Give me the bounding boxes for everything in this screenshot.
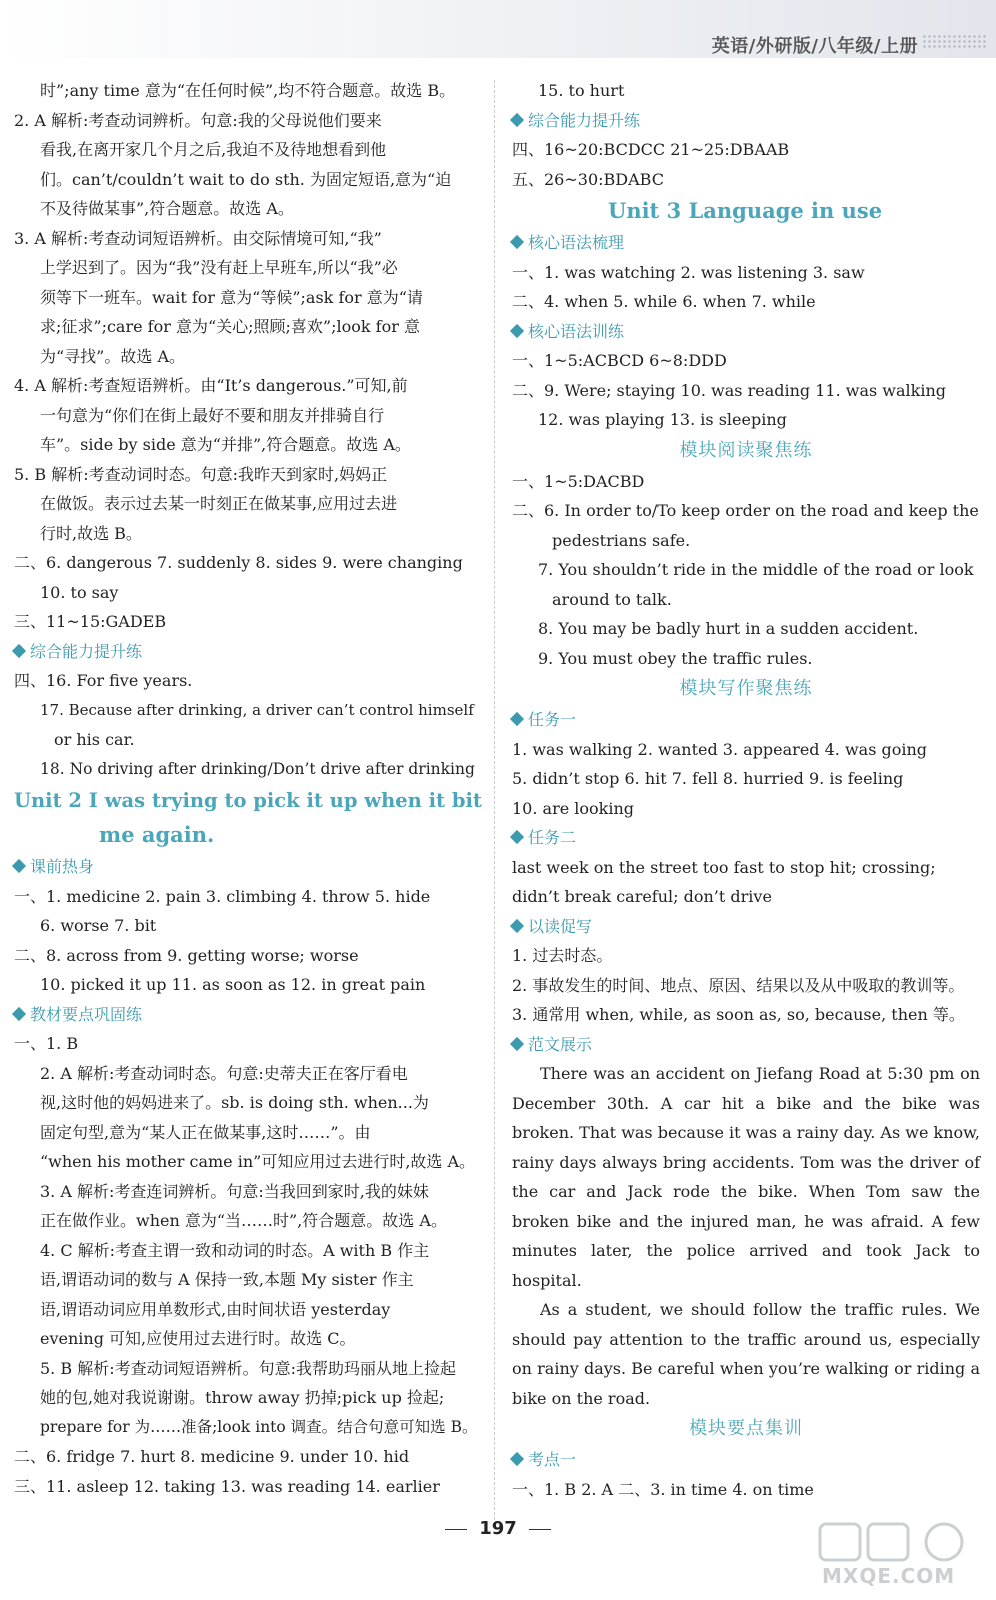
section-heading <box>14 637 482 667</box>
answer-line: 3. A 解析:考查动词短语辨析。由交际情境可知,“我” <box>14 228 382 248</box>
right-column <box>512 76 980 1504</box>
answer-line: 4. A 解析:考查短语辨析。由“It’s dangerous.”可知,前 <box>14 376 408 395</box>
dash-left <box>445 1529 467 1530</box>
answer-line: 2. A 解析:考查动词辨析。句意:我的父母说他们要来 <box>14 110 382 130</box>
section-heading-text: 综合能力提升练 <box>30 641 143 661</box>
answer-line: prepare for 为……准备;look into 调查。结合句意可知选 B。 <box>40 1417 478 1436</box>
answer-line: 正在做作业。when 意为“当……时”,符合题意。故选 A。 <box>40 1211 447 1230</box>
section-heading <box>14 1000 482 1030</box>
section-heading-text: 考点一 <box>528 1450 577 1469</box>
answer-line: 5. didn’t stop 6. hit 7. fell 8. hurried 9. is feeling <box>512 769 904 788</box>
essay-paragraph: There was an accident on Jiefang Road at 5:30 pm on December 30th. A car hit a bike and the bike was broken. That was because it was a rainy day. As we know, rainy days always bring accidents. Tom was the driver of the car and Jack rode the bike. When Tom saw the broken bike and the injured man, he was afraid. A few minutes later, the police arrived and took Jack to hospital. <box>512 1064 981 1290</box>
answer-line: 语,谓语动词应用单数形式,由时间状语 yesterday <box>40 1299 391 1319</box>
answer-line: 三、11. asleep 12. taking 13. was reading 14. earlier <box>14 1476 440 1496</box>
answer-line: 3. 通常用 when, while, as soon as, so, because, then 等。 <box>512 1005 965 1024</box>
section-heading <box>512 317 980 347</box>
section-heading <box>512 1030 980 1060</box>
section-heading-text: 综合能力提升练 <box>528 110 641 130</box>
answer-line: evening 可知,应使用过去进行时。故选 C。 <box>40 1329 356 1348</box>
essay-paragraph: As a student, we should follow the traffic rules. We should pay attention to the traffic around us, especially on rainy days. Be careful when you’re walking or riding a bike on the road. <box>512 1300 980 1408</box>
answer-line: 1. was walking 2. wanted 3. appeared 4. was going <box>512 739 928 759</box>
answer-line: 上学迟到了。因为“我”没有赶上早班车,所以“我”必 <box>40 258 398 277</box>
answer-line: 15. to hurt <box>538 81 625 100</box>
answer-line: “when his mother came in”可知应用过去进行时,故选 A。 <box>40 1152 476 1171</box>
answer-line: 1. 过去时态。 <box>512 946 613 965</box>
diamond-bullet-icon <box>510 1452 524 1466</box>
answer-line: 语,谓语动词的数与 A 保持一致,本题 My sister 作主 <box>40 1270 414 1289</box>
answer-line: 她的包,她对我说谢谢。throw away 扔掉;pick up 捡起; <box>40 1388 445 1407</box>
answer-line: 行时,故选 B。 <box>40 523 142 543</box>
answer-line: 10. to say <box>40 582 119 602</box>
unit-title: Unit 3 Language in use <box>608 198 883 223</box>
answer-line: 9. You must obey the traffic rules. <box>538 648 813 668</box>
diamond-bullet-icon <box>12 643 26 657</box>
answer-line: 为“寻找”。故选 A。 <box>40 346 186 366</box>
answer-line: didn’t break careful; don’t drive <box>512 887 772 906</box>
answer-line: 一、1. B <box>14 1034 79 1053</box>
answer-line: 2. A 解析:考查动词时态。句意:史蒂夫正在客厅看电 <box>40 1063 408 1083</box>
answer-line: 10. picked it up 11. as soon as 12. in great pain <box>40 975 426 994</box>
answer-line: 3. A 解析:考查连词辨析。句意:当我回到家时,我的妹妹 <box>40 1181 429 1201</box>
module-title: 模块阅读聚焦练 <box>679 439 813 461</box>
answer-line: 一、1. was watching 2. was listening 3. saw <box>512 262 865 282</box>
answer-line: 在做饭。表示过去某一时刻正在做某事,应用过去进 <box>40 494 398 513</box>
section-heading-text: 教材要点巩固练 <box>30 1004 143 1024</box>
header-dot-pattern <box>922 34 988 50</box>
answer-line: 7. You shouldn’t ride in the middle of the road or look <box>538 560 974 579</box>
answer-line: 二、6. fridge 7. hurt 8. medicine 9. under 10. hid <box>14 1447 410 1466</box>
answer-line: 二、9. Were; staying 10. was reading 11. was walking <box>512 380 947 400</box>
section-heading-text: 任务一 <box>528 710 577 729</box>
module-title: 模块写作聚焦练 <box>679 678 813 699</box>
diamond-bullet-icon <box>510 1036 524 1050</box>
answer-line: 不及待做某事”,符合题意。故选 A。 <box>40 199 294 218</box>
diamond-bullet-icon <box>510 323 524 337</box>
answer-line: around to talk. <box>552 589 672 609</box>
page-number: 197 <box>479 1518 517 1539</box>
answer-line: 4. C 解析:考查主谓一致和动词的时态。A with B 作主 <box>40 1240 430 1260</box>
unit-title: Unit 2 I was trying to pick it up when it bit <box>14 789 482 812</box>
answer-line: 8. You may be badly hurt in a sudden accident. <box>538 619 919 638</box>
column-divider <box>494 80 495 1525</box>
diamond-bullet-icon <box>510 830 524 844</box>
answer-line: last week on the street too fast to stop hit; crossing; <box>512 857 936 877</box>
answer-line: 看我,在离开家几个月之后,我迫不及待地想看到他 <box>40 140 387 159</box>
answer-line: 17. Because after drinking, a driver can’t control himself <box>40 700 474 719</box>
dash-right <box>529 1529 551 1530</box>
section-heading <box>512 106 980 136</box>
answer-line: 视,这时他的妈妈进来了。sb. is doing sth. when...为 <box>40 1093 429 1112</box>
watermark-logo <box>818 1520 978 1590</box>
diamond-bullet-icon <box>12 1006 26 1020</box>
section-heading-text: 任务二 <box>528 828 577 847</box>
answer-line: 二、4. when 5. while 6. when 7. while <box>512 292 816 311</box>
section-heading <box>512 705 980 735</box>
diamond-bullet-icon <box>510 918 524 932</box>
answer-line: 二、6. In order to/To keep order on the road and keep the <box>512 501 979 520</box>
answer-line: 一、1. medicine 2. pain 3. climbing 4. throw 5. hide <box>14 886 431 906</box>
section-heading-text: 范文展示 <box>528 1034 593 1054</box>
answer-line: 时”;any time 意为“在任何时候”,均不符合题意。故选 B。 <box>40 81 456 100</box>
diamond-bullet-icon <box>12 859 26 873</box>
answer-line: 三、11~15:GADEB <box>14 612 167 631</box>
answer-line: 5. B 解析:考查动词时态。句意:我昨天到家时,妈妈正 <box>14 464 388 484</box>
section-heading <box>512 228 980 258</box>
answer-line: 二、6. dangerous 7. suddenly 8. sides 9. were changing <box>14 553 463 572</box>
watermark-site: MXQE.COM <box>822 1564 956 1588</box>
answer-line: 车”。side by side 意为“并排”,符合题意。故选 A。 <box>40 435 411 454</box>
answer-line: 们。can’t/couldn’t wait to do sth. 为固定短语,意为“迫 <box>40 169 452 189</box>
answer-line: 12. was playing 13. is sleeping <box>538 410 787 429</box>
section-heading-text: 以读促写 <box>528 916 593 936</box>
answer-line: 须等下一班车。wait for 意为“等候”;ask for 意为“请 <box>40 287 423 307</box>
answer-line: or his car. <box>54 730 135 749</box>
diamond-bullet-icon <box>510 712 524 726</box>
section-heading-text: 核心语法梳理 <box>528 233 625 252</box>
answer-line: 一、1~5:ACBCD 6~8:DDD <box>512 351 727 370</box>
diamond-bullet-icon <box>510 235 524 249</box>
diamond-bullet-icon <box>510 112 524 126</box>
book-label: 英语/外研版/八年级/上册 <box>711 36 918 57</box>
answer-line: 求;征求”;care for 意为“关心;照顾;喜欢”;look for 意 <box>40 317 420 336</box>
answer-line: 四、16. For five years. <box>14 671 193 690</box>
answer-line: pedestrians safe. <box>552 530 691 550</box>
answer-line: 五、26~30:BDABC <box>512 169 664 189</box>
watermark-graphic <box>818 1520 978 1566</box>
answer-line: 6. worse 7. bit <box>40 916 157 935</box>
answer-line: 二、8. across from 9. getting worse; worse <box>14 945 359 965</box>
section-heading <box>512 912 980 942</box>
answer-line: 一句意为“你们在街上最好不要和朋友并排骑自行 <box>40 405 385 425</box>
section-heading <box>512 823 980 853</box>
answer-line: 2. 事故发生的时间、地点、原因、结果以及从中吸取的教训等。 <box>512 975 965 995</box>
answer-line: 10. are looking <box>512 798 635 818</box>
left-column <box>14 76 482 1501</box>
module-title: 模块要点集训 <box>689 1418 803 1439</box>
unit-title: me again. <box>99 822 215 847</box>
answer-line: 18. No driving after drinking/Don’t drive after drinking <box>40 759 475 778</box>
section-heading <box>14 852 482 882</box>
header-band <box>0 0 996 58</box>
answer-line: 固定句型,意为“某人正在做某事,这时……”。由 <box>40 1122 371 1142</box>
answer-line: 一、1. B 2. A 二、3. in time 4. on time <box>512 1479 814 1499</box>
answer-line: 5. B 解析:考查动词短语辨析。句意:我帮助玛丽从地上捡起 <box>40 1358 456 1378</box>
section-heading-text: 核心语法训练 <box>528 321 625 341</box>
answer-line: 四、16~20:BCDCC 21~25:DBAAB <box>512 140 790 159</box>
section-heading-text: 课前热身 <box>30 857 95 876</box>
section-heading <box>512 1445 980 1475</box>
answer-line: 一、1~5:DACBD <box>512 471 645 491</box>
